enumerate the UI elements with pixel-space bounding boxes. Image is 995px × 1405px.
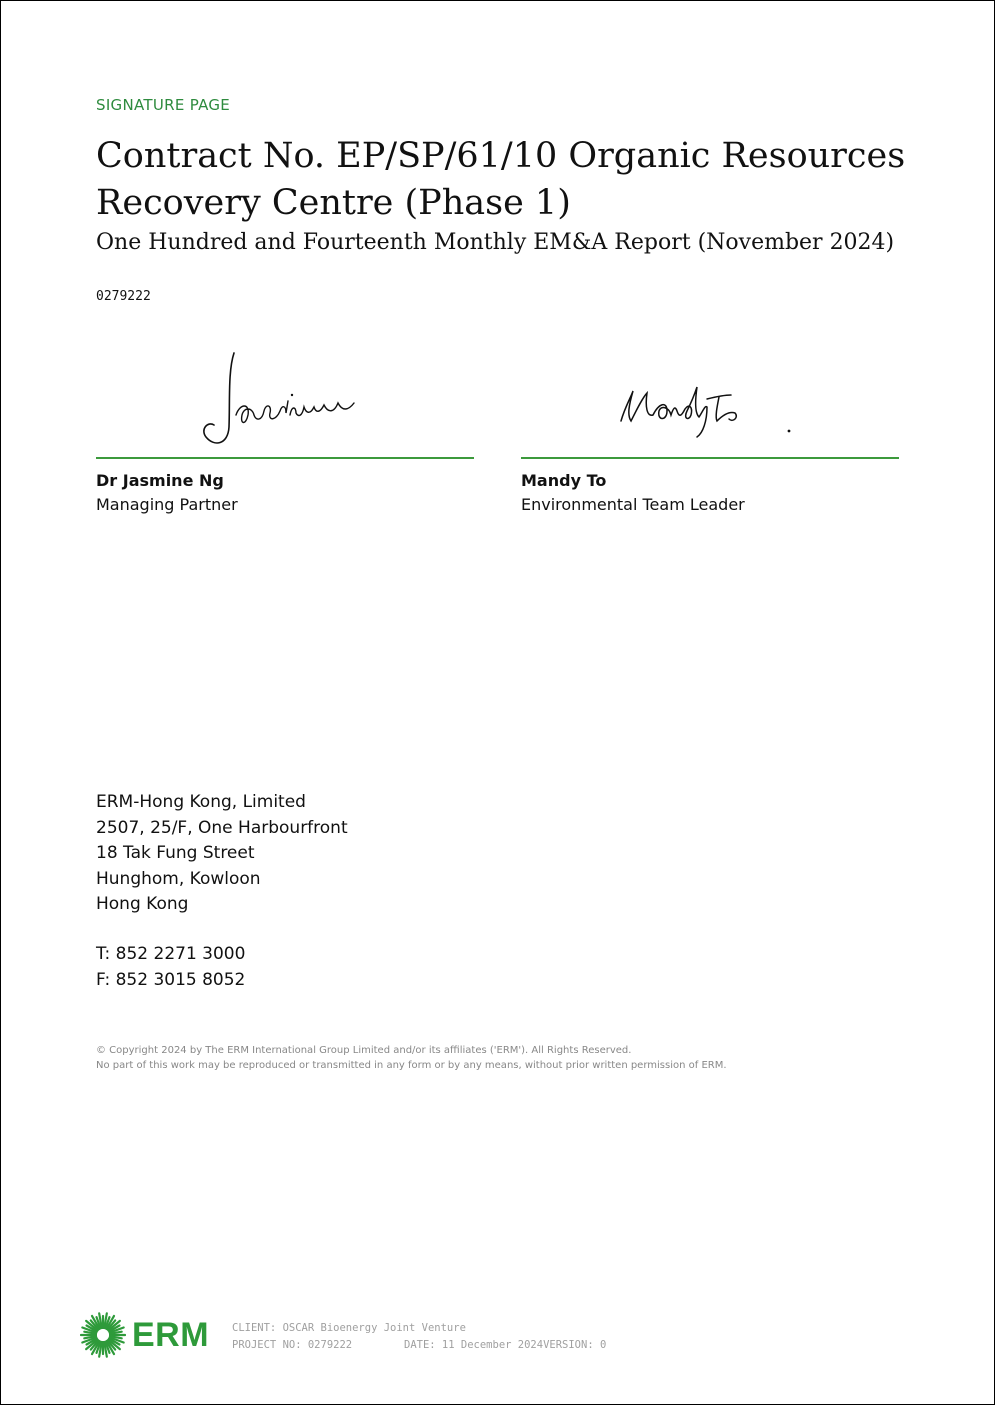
signature-block-mandy [521, 341, 899, 514]
logo-wordmark: ERM [132, 1315, 210, 1354]
document-title: Contract No. EP/SP/61/10 Organic Resources Recovery Centre (Phase 1) [96, 136, 906, 223]
copyright-line: No part of this work may be reproduced or transmitted in any form or by any means, without prior written permission of ERM. [96, 1060, 727, 1071]
signatory-role: Environmental Team Leader [521, 495, 745, 514]
signatory-role: Managing Partner [96, 495, 238, 514]
signatory-name: Dr Jasmine Ng [96, 471, 224, 490]
section-label: SIGNATURE PAGE [96, 96, 231, 114]
signature-block-jasmine [96, 341, 474, 514]
erm-logo [80, 1309, 209, 1361]
footer-row [232, 1337, 606, 1354]
signature-line [521, 457, 899, 459]
company-address [96, 790, 348, 918]
project-code: 0279222 [96, 289, 151, 304]
document-subtitle: One Hundred and Fourteenth Monthly EM&A Report (November 2024) [96, 230, 895, 255]
address-line: 2507, 25/F, One Harbourfront [96, 817, 348, 838]
contact-details [96, 942, 245, 993]
fax-number: F: 852 3015 8052 [96, 969, 246, 990]
signature-jasmine [96, 341, 474, 457]
footer-project-no: PROJECT NO: 0279222 [232, 1339, 353, 1351]
signature-mandy [521, 341, 899, 457]
footer-client: CLIENT: OSCAR Bioenergy Joint Venture [232, 1322, 466, 1334]
copyright-notice [96, 1043, 727, 1073]
copyright-line: © Copyright 2024 by The ERM International Group Limited and/or its affiliates ('ERM'). All Rights Reserved. [96, 1045, 632, 1056]
erm-sunburst-icon [80, 1309, 126, 1361]
phone-number: T: 852 2271 3000 [96, 944, 246, 964]
footer-metadata [232, 1320, 606, 1354]
footer-date-version: DATE: 11 December 2024VERSION: 0 [404, 1339, 607, 1351]
address-line: Hunghom, Kowloon [96, 868, 261, 889]
address-line: ERM-Hong Kong, Limited [96, 792, 306, 812]
signatory-name: Mandy To [521, 471, 607, 490]
handwritten-signature-jasmine [96, 341, 396, 457]
handwritten-signature-mandy [521, 341, 821, 457]
signature-line [96, 457, 474, 459]
address-line: Hong Kong [96, 894, 189, 914]
address-line: 18 Tak Fung Street [96, 843, 255, 863]
